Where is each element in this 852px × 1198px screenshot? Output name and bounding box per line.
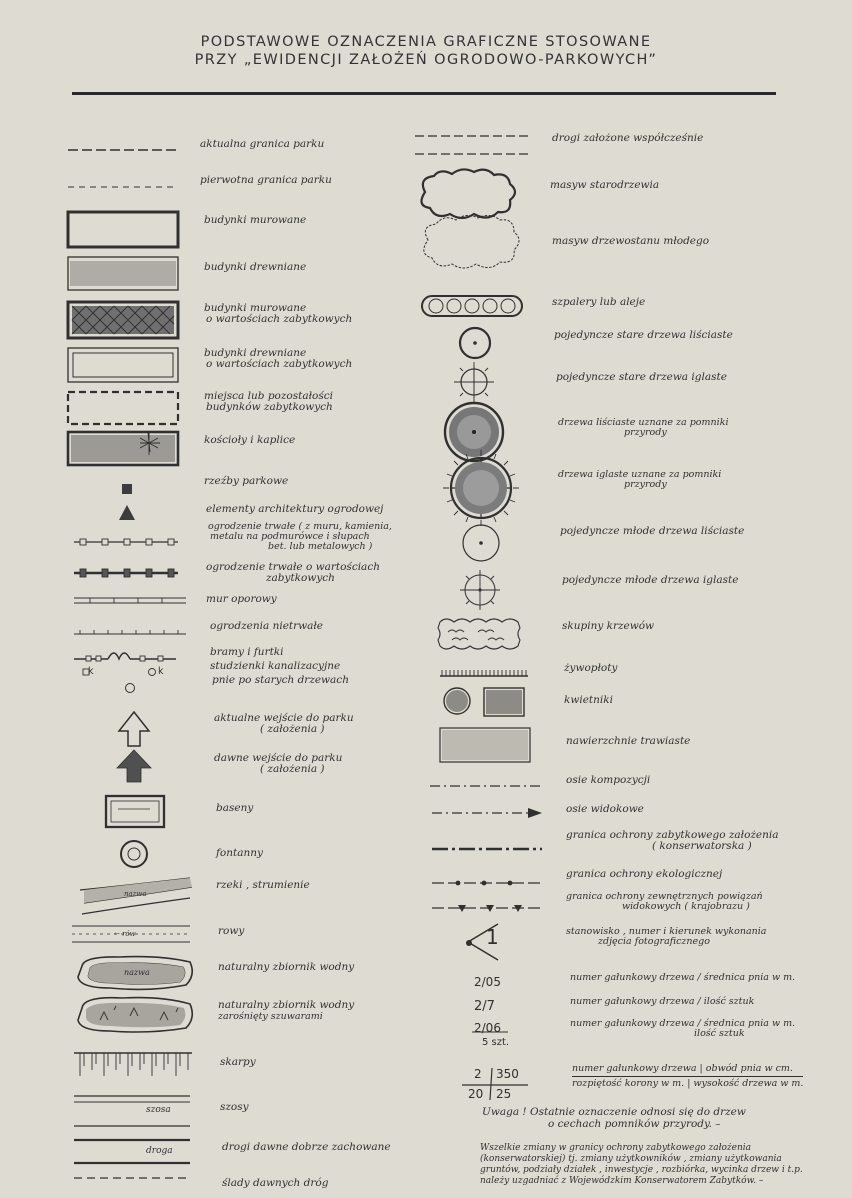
garden-architecture-triangle [119,505,135,520]
label-hedges: żywopłoty [564,662,618,674]
label-alleys: szpalery lub aleje [552,296,646,308]
historic-wooden-building-inner [73,353,173,377]
title-rule [72,92,776,95]
document-title-line1: PODSTAWOWE OZNACZENIA GRAFICZNE STOSOWANE [200,34,652,50]
label-tree-code-2: numer gałunkowy drzewa / ilość sztuk [570,996,755,1007]
label-old-conifer: pojedyncze stare drzewa iglaste [556,371,727,383]
tree-code-4-height: 25 [496,1087,512,1101]
label-monument-deciduous: drzewa liściaste uznane za pomniki przyrody [558,417,729,438]
tree-code-4-girth: 350 [496,1067,519,1081]
historic-site-symbol [68,392,178,424]
label-tree-code-1: numer gałunkowy drzewa / średnica pnia w m. [570,972,796,983]
shrub-group-symbol [438,619,520,649]
tree-code-3-count: 5 szt. [482,1037,510,1048]
tree-code-2: 2/7 [474,999,495,1014]
river-name-tag: nazwa [124,890,147,898]
fountain-symbol [121,841,147,867]
note-changes: Wszelkie zmiany w granicy ochrony zabytkowego założenia (konserwatorskiej) tj. zmiany użytkowników , zmiany użytkowania gruntów, podziały działek , inwestycje , rozbiórka, wycinka drzew i t.p. należy uzgadniać z Wojewódzkim Konserwatorem Zabytków. – [480,1143,803,1186]
manhole-label-k2: k [158,666,164,677]
label-lawns: nawierzchnie trawiaste [566,735,691,747]
legend-symbols-left [60,130,200,1190]
tree-code-3: 2/06 [474,1021,501,1035]
young-tree-mass-symbol [424,215,519,268]
tree-code-1: 2/05 [474,975,501,989]
brick-building-symbol [68,212,178,247]
label-manholes: studzienki kanalizacyjne [210,660,341,672]
label-young-conifer: pojedyncze młode drzewa iglaste [562,574,739,586]
label-fountains: fontanny [216,847,263,859]
label-modern-roads: drogi założone współcześnie [552,132,704,144]
label-retaining-wall: mur oporowy [206,593,277,605]
label-ecological-boundary: granica ochrony ekologicznej [566,868,723,880]
label-current-entrance: aktualne wejście do parku ( założenia ) [214,712,354,735]
label-old-roads: drogi dawne dobrze zachowane [222,1141,391,1153]
label-landscape-boundary: granica ochrony zewnętrznych powiązań widokowych ( krajobrazu ) [566,891,763,912]
label-photo-position: stanowisko , numer i kierunek wykonania zdjęcia fotograficznego [566,926,767,947]
label-permanent-fence: ogrodzenie trwałe ( z muru, kamienia, metalu na podmurówce i słupach bet. lub metalowych ) [208,521,392,552]
label-tree-code-3: numer gałunkowy drzewa / średnica pnia w m. ilość sztuk [570,1018,796,1039]
note-warning: Uwaga ! Ostatnie oznaczenie odnosi się do drzew o cechach pomników przyrody. – [482,1106,746,1130]
former-entrance-arrow [117,750,151,782]
label-brick-buildings: budynki murowane [204,214,307,226]
document-title-line2: PRZY „EWIDENCJI ZAŁOŻEŃ OGRODOWO-PARKOWYCH” [194,52,658,68]
label-former-entrance: dawne wejście do parku ( założenia ) [214,752,343,775]
label-old-tree-mass: masyw starodrzewia [550,179,660,191]
label-tree-stumps: pnie po starych drzewach [212,674,349,686]
label-current-boundary: aktualna granica parku [200,138,325,150]
sculpture-square [122,484,132,494]
label-original-boundary: pierwotna granica parku [200,174,332,186]
label-historic-wooden: budynki drewniane o wartościach zabytkowych [204,347,353,370]
label-view-axes: osie widokowe [566,803,644,815]
label-composition-axes: osie kompozycji [566,774,651,786]
photo-position-number: 1 [486,925,499,949]
label-sculptures: rzeźby parkowe [204,475,289,487]
label-garden-architecture: elementy architektury ogrodowej [206,503,384,515]
label-wooden-buildings: budynki drewniane [204,261,307,273]
label-flowerbeds: kwietniki [564,694,613,706]
ditch-name-tag: ← rów [114,930,136,938]
pond-name-tag: nazwa [124,968,150,977]
label-historic-fence: ogrodzenie trwałe o wartościach zabytkowych [206,561,380,584]
brick-fence-post-label-k1: k [88,666,94,677]
tree-code-4-number: 2 [474,1067,482,1081]
label-rivers: rzeki , strumienie [216,879,310,891]
label-old-road-traces: ślady dawnych dróg [222,1177,329,1189]
label-roads: szosy [220,1101,249,1113]
legend-symbols-right [400,120,560,1120]
label-temporary-fence: ogrodzenia nietrwałe [210,620,324,632]
tree-code-4-crown: 20 [468,1087,484,1101]
label-tree-code-4: numer gałunkowy drzewa | obwód pnia w cm. rozpiętość korony w m. | wysokość drzewa w m. [572,1063,804,1089]
label-historic-brick: budynki murowane o wartościach zabytkowych [204,302,353,325]
old-tree-mass-symbol [421,169,515,218]
label-old-deciduous: pojedyncze stare drzewa liściaste [554,329,733,341]
label-monument-conifer: drzewa iglaste uznane za pomniki przyrody [558,469,722,490]
label-young-deciduous: pojedyncze młode drzewa liściaste [560,525,745,537]
label-ditches: rowy [218,925,245,937]
label-slopes: skarpy [220,1056,256,1068]
label-young-tree-mass: masyw drzewostanu młodego [552,235,710,247]
label-historic-sites: miejsca lub pozostałości budynków zabytkowych [204,390,333,413]
label-natural-pond: naturalny zbiornik wodny [218,961,355,973]
road-name-tag: szosa [146,1105,171,1115]
label-shrub-groups: skupiny krzewów [562,620,655,632]
label-overgrown-pond: naturalny zbiornik wodny zarośnięty szuwarami [218,999,355,1022]
current-entrance-arrow [119,712,149,746]
label-churches: kościoły i kaplice [204,434,296,446]
label-gates: bramy i furtki [210,646,284,658]
old-road-name-tag: droga [146,1146,173,1156]
label-pools: baseny [216,802,254,814]
label-conservation-boundary: granica ochrony zabytkowego założenia ( konserwatorska ) [566,829,779,852]
